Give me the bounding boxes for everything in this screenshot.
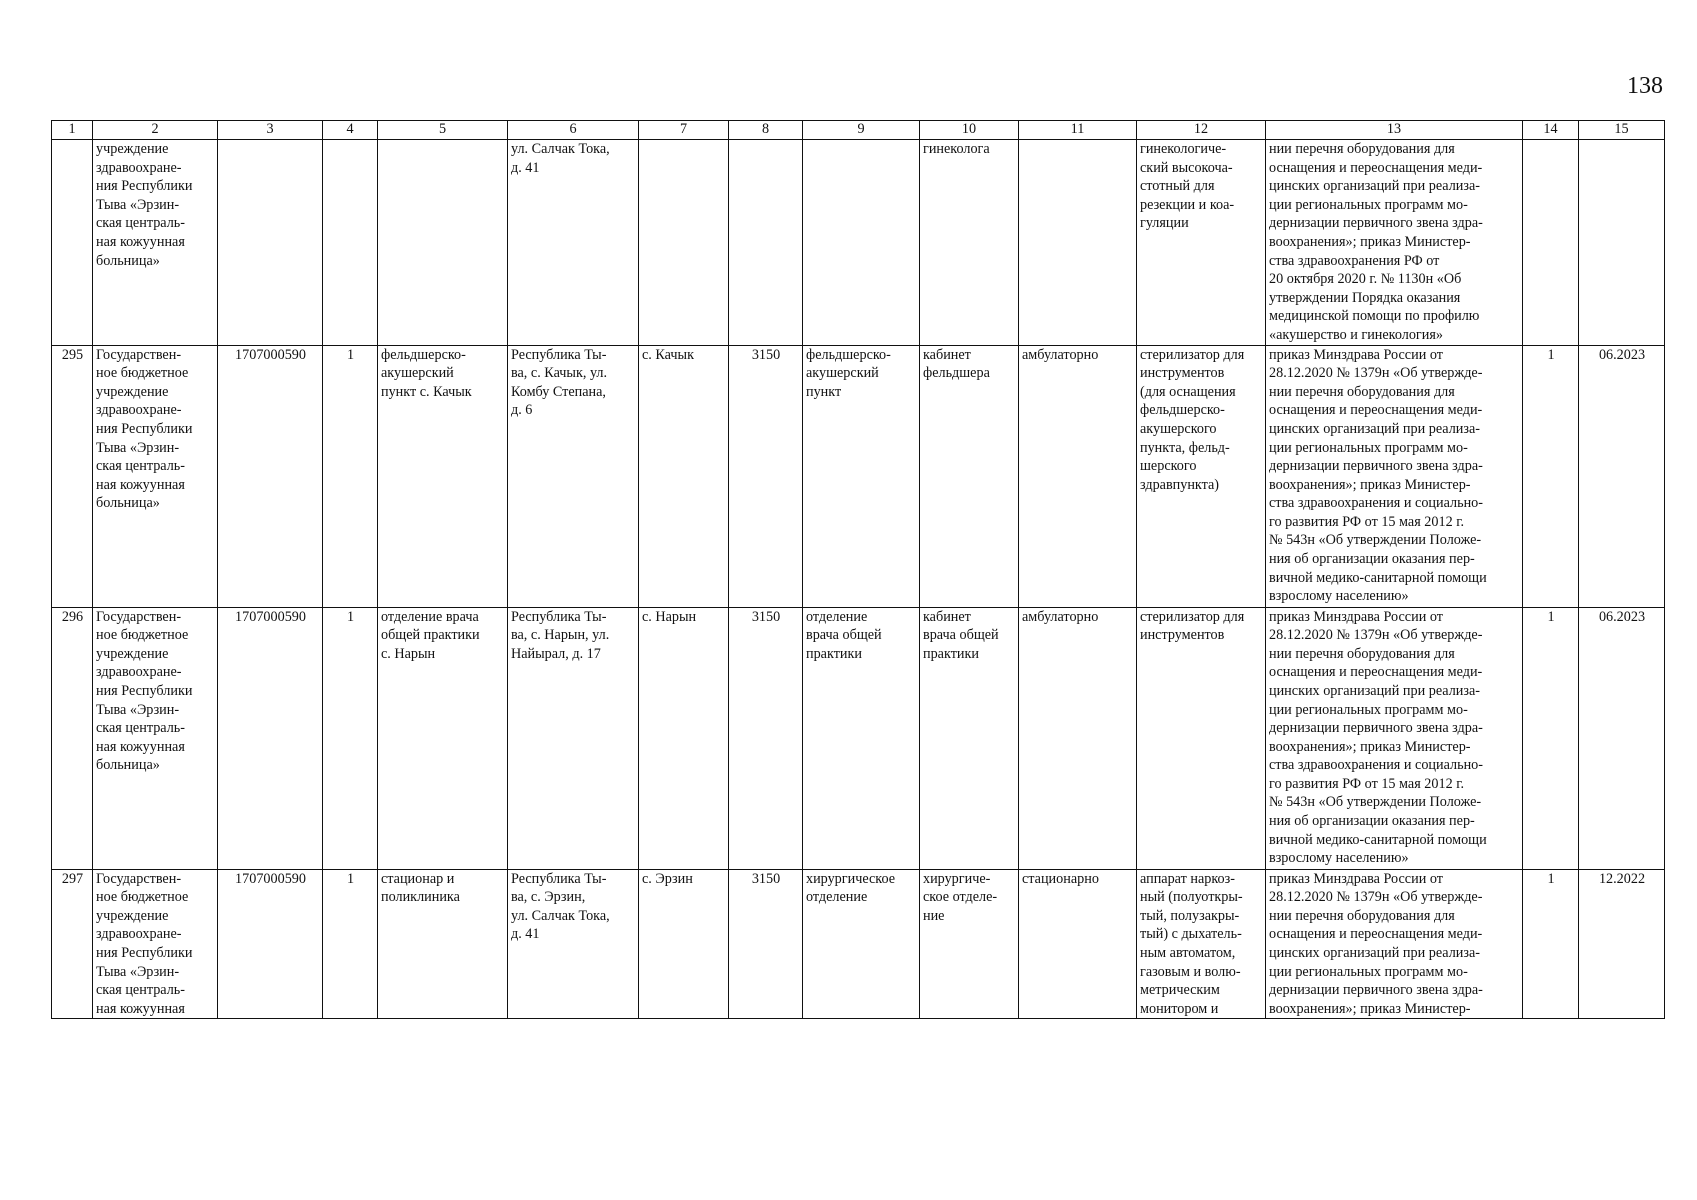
cell-inn: 1707000590	[218, 345, 323, 607]
cell-department: хирургическое отделение	[803, 869, 920, 1019]
cell-number: 297	[52, 869, 93, 1019]
header-col-2: 2	[93, 121, 218, 140]
cell-code: 3150	[729, 607, 803, 869]
cell-date: 12.2022	[1579, 869, 1665, 1019]
cell-number: 296	[52, 607, 93, 869]
header-col-11: 11	[1019, 121, 1137, 140]
table-row	[52, 607, 1665, 869]
cell-care-type	[1019, 140, 1137, 346]
cell-equipment: гинекологиче- ский высокоча- стотный для резекции и коа- гуляции	[1137, 140, 1266, 346]
cell-care-type: амбулаторно	[1019, 607, 1137, 869]
header-col-1: 1	[52, 121, 93, 140]
cell-department: фельдшерско- акушерский пункт	[803, 345, 920, 607]
cell-organization: Государствен- ное бюджетное учреждение здравоохране- ния Республики Тыва «Эрзин- ская централь- ная кожуунная больница»	[93, 345, 218, 607]
cell-settlement	[639, 140, 729, 346]
cell-facility	[378, 140, 508, 346]
header-col-15: 15	[1579, 121, 1665, 140]
cell-inn: 1707000590	[218, 869, 323, 1019]
cell-code	[729, 140, 803, 346]
cell-number	[52, 140, 93, 346]
cell-equipment: стерилизатор для инструментов (для оснащения фельдшерско- акушерского пункта, фельд- шерского здравпункта)	[1137, 345, 1266, 607]
cell-date: 06.2023	[1579, 607, 1665, 869]
cell-quantity: 1	[1523, 869, 1579, 1019]
cell-count	[323, 140, 378, 346]
cell-organization: Государствен- ное бюджетное учреждение здравоохране- ния Республики Тыва «Эрзин- ская централь- ная кожуунная	[93, 869, 218, 1019]
cell-organization: учреждение здравоохране- ния Республики Тыва «Эрзин- ская централь- ная кожуунная больница»	[93, 140, 218, 346]
cell-count: 1	[323, 869, 378, 1019]
header-col-10: 10	[920, 121, 1019, 140]
cell-regulation: приказ Минздрава России от 28.12.2020 № 1379н «Об утвержде- нии перечня оборудования для оснащения и переоснащения меди- цинских организаций при реализа- ции региональных программ мо- дернизации первичного звена здра- воохранения»; приказ Министер- ства здравоохранения и социально- го развития РФ от 15 мая 2012 г. № 543н «Об утверждении Положе- ния об организации оказания пер- вичной медико-санитарной помощи взрослому населению»	[1266, 607, 1523, 869]
cell-inn: 1707000590	[218, 607, 323, 869]
cell-count: 1	[323, 345, 378, 607]
cell-address: ул. Салчак Тока, д. 41	[508, 140, 639, 346]
cell-inn	[218, 140, 323, 346]
header-col-6: 6	[508, 121, 639, 140]
header-col-7: 7	[639, 121, 729, 140]
table-row	[52, 140, 1665, 346]
cell-room: гинеколога	[920, 140, 1019, 346]
cell-quantity: 1	[1523, 607, 1579, 869]
header-col-12: 12	[1137, 121, 1266, 140]
table-row	[52, 869, 1665, 1019]
cell-date: 06.2023	[1579, 345, 1665, 607]
cell-equipment: аппарат наркоз- ный (полуоткры- тый, полузакры- тый) с дыхатель- ным автоматом, газовым и волю- метрическим монитором и	[1137, 869, 1266, 1019]
cell-facility: фельдшерско- акушерский пункт с. Качык	[378, 345, 508, 607]
header-col-9: 9	[803, 121, 920, 140]
header-col-14: 14	[1523, 121, 1579, 140]
cell-facility: отделение врача общей практики с. Нарын	[378, 607, 508, 869]
cell-code: 3150	[729, 345, 803, 607]
cell-regulation: нии перечня оборудования для оснащения и переоснащения меди- цинских организаций при реализа- ции региональных программ мо- дернизации первичного звена здра- воохранения»; приказ Министер- ства здравоохранения РФ от 20 октября 2020 г. № 1130н «Об утверждении Порядка оказания медицинской помощи по профилю «акушерство и гинекология»	[1266, 140, 1523, 346]
cell-address: Республика Ты- ва, с. Эрзин, ул. Салчак Тока, д. 41	[508, 869, 639, 1019]
cell-room: кабинет врача общей практики	[920, 607, 1019, 869]
cell-regulation: приказ Минздрава России от 28.12.2020 № 1379н «Об утвержде- нии перечня оборудования для оснащения и переоснащения меди- цинских организаций при реализа- ции региональных программ мо- дернизации первичного звена здра- воохранения»; приказ Министер-	[1266, 869, 1523, 1019]
table-row	[52, 345, 1665, 607]
header-col-3: 3	[218, 121, 323, 140]
page-number: 138	[1627, 73, 1663, 99]
cell-room: кабинет фельдшера	[920, 345, 1019, 607]
cell-code: 3150	[729, 869, 803, 1019]
cell-number: 295	[52, 345, 93, 607]
cell-address: Республика Ты- ва, с. Качык, ул. Комбу Степана, д. 6	[508, 345, 639, 607]
cell-settlement: с. Нарын	[639, 607, 729, 869]
cell-care-type: стационарно	[1019, 869, 1137, 1019]
equipment-table	[51, 120, 1665, 1019]
cell-room: хирургиче- ское отделе- ние	[920, 869, 1019, 1019]
cell-department: отделение врача общей практики	[803, 607, 920, 869]
cell-organization: Государствен- ное бюджетное учреждение здравоохране- ния Республики Тыва «Эрзин- ская централь- ная кожуунная больница»	[93, 607, 218, 869]
cell-regulation: приказ Минздрава России от 28.12.2020 № 1379н «Об утвержде- нии перечня оборудования для оснащения и переоснащения меди- цинских организаций при реализа- ции региональных программ мо- дернизации первичного звена здра- воохранения»; приказ Министер- ства здравоохранения и социально- го развития РФ от 15 мая 2012 г. № 543н «Об утверждении Положе- ния об организации оказания пер- вичной медико-санитарной помощи взрослому населению»	[1266, 345, 1523, 607]
header-row	[52, 121, 1665, 140]
cell-date	[1579, 140, 1665, 346]
cell-equipment: стерилизатор для инструментов	[1137, 607, 1266, 869]
header-col-4: 4	[323, 121, 378, 140]
header-col-13: 13	[1266, 121, 1523, 140]
cell-count: 1	[323, 607, 378, 869]
cell-care-type: амбулаторно	[1019, 345, 1137, 607]
cell-facility: стационар и поликлиника	[378, 869, 508, 1019]
cell-quantity: 1	[1523, 345, 1579, 607]
header-col-8: 8	[729, 121, 803, 140]
cell-settlement: с. Качык	[639, 345, 729, 607]
cell-department	[803, 140, 920, 346]
cell-quantity	[1523, 140, 1579, 346]
cell-settlement: с. Эрзин	[639, 869, 729, 1019]
cell-address: Республика Ты- ва, с. Нарын, ул. Найырал, д. 17	[508, 607, 639, 869]
header-col-5: 5	[378, 121, 508, 140]
